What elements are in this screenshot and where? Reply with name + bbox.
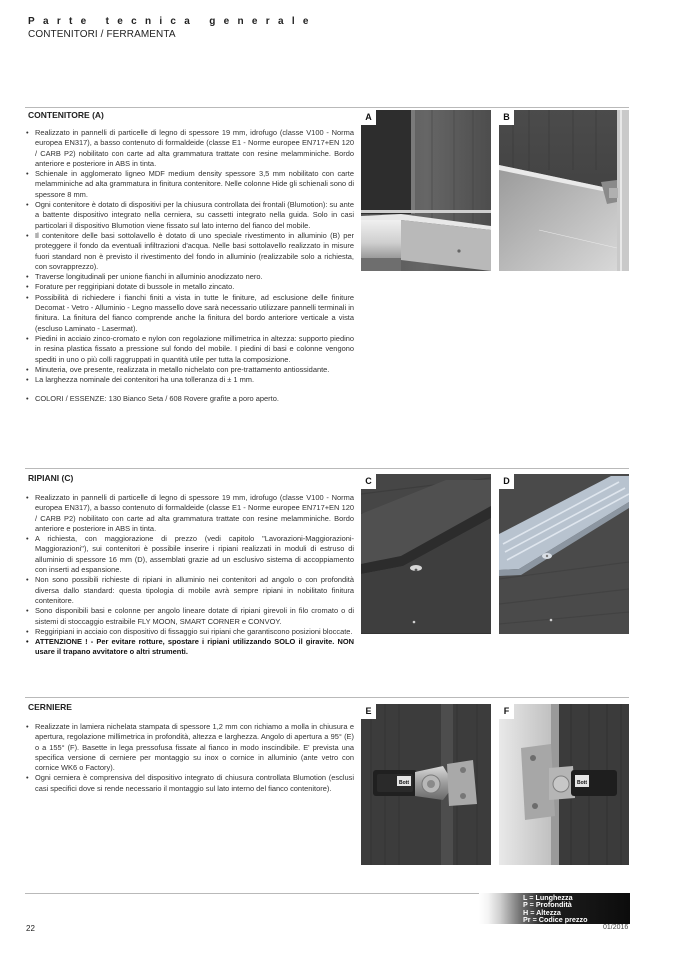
list-item: • Realizzato in pannelli di particelle di legno di spessore 19 mm, idrofugo (classe V100 - Norma europea EN317), a basso contenuto di formaldeide (classe E1 - Norme europee EN717+EN 120 / CARB P2) nobilitato con carte ad alta grammatura trattate con resine melamminiche. Bordo anteriore e posteriore in ABS in tinta. — [26, 128, 354, 169]
section-divider — [25, 107, 629, 108]
legend-item: P = Profondità — [523, 900, 572, 910]
hinge-155-icon — [499, 704, 629, 865]
photo-label: B — [499, 110, 514, 125]
photo-d — [499, 474, 629, 634]
legend-box — [479, 893, 630, 924]
base-unit-aluminium-plinth-icon — [361, 110, 491, 271]
legend-item: L = Lunghezza — [523, 893, 573, 902]
hinge-brand-label: Bott — [577, 780, 587, 786]
section-title-ripiani: RIPIANI (C) — [28, 473, 74, 483]
list-item: • Piedini in acciaio zinco-cromato e nylon con regolazione millimetrica in altezza: supporto piedino in resina plastica fissato a pressione sul fondo del mobile. I piedini di basi e colonne vengono spediti in uno o più colli raggruppati in quantità utile per tutta la composizione. — [26, 334, 354, 365]
list-item: • Ogni cerniera è comprensiva del dispositivo integrato di chiusura controllata Blumotion (esclusi casi specifici dove si rende necessario il montaggio sul lato interno del fianco contenitore). — [26, 773, 354, 794]
edition-date: 01/2016 — [603, 924, 629, 931]
photo-label: D — [499, 474, 514, 489]
photo-f — [499, 704, 629, 865]
hinge-brand-label: Bott — [399, 780, 409, 786]
list-item: • A richiesta, con maggiorazione di prezzo (vedi capitolo "Lavorazioni-Maggiorazioni-Maggiorazioni"), sui contenitori è possibile inserire i ripiani realizzati in moduli di estruso di alluminio di spessore 16 mm (D), assemblati grazie ad un esclusivo sistema di accoppiamento con inserti ad espansione. — [26, 534, 354, 575]
bullet-list-contenitore — [26, 128, 354, 405]
photo-c — [361, 474, 491, 634]
list-item: • Possibilità di richiedere i fianchi finiti a vista in tutte le finiture, ad esclusione delle finiture Decomat - Vetro - Alluminio - Legno massello dove sarà necessario utilizzare pannelli terminali in finitura. La finitura del fianco comprende anche la finitura del bordo anteriore verticale a vista (escluso Laminato - Lasermat). — [26, 293, 354, 334]
legend-item: H = Altezza — [523, 907, 561, 917]
list-item: • Sono disponibili basi e colonne per angolo lineare dotate di ripiani girevoli in filo cromato o di sistemi di stoccaggio estraibile FLY MOON, SMART CORNER e CONVOY. — [26, 606, 354, 627]
photo-label: E — [361, 704, 376, 719]
section-divider — [25, 468, 629, 469]
list-item: • Ogni contenitore è dotato di dispositivi per la chiusura controllata dei frontali (Blumotion): su ante a battente dispositivo integrato nella cerniera, su cassetti integrato nella guida. Solo in casi particolari il dispositivo Blumotion viene fissato sul lato interno del fianco del mobile. — [26, 200, 354, 231]
list-item: • Non sono possibili richieste di ripiani in alluminio nei contenitori ad angolo o con profondità diversa dallo standard: questa tipologia di mobile avrà sempre ripiani in nobilitato finitura contenitore. — [26, 575, 354, 606]
section-divider — [25, 697, 629, 698]
page-subtitle: CONTENITORI / FERRAMENTA — [28, 29, 176, 40]
photo-label: F — [499, 704, 514, 719]
legend-item: Pr = Codice prezzo — [523, 914, 588, 924]
bullet-list-cerniere — [26, 722, 354, 794]
list-item-warning: • ATTENZIONE ! - Per evitare rotture, spostare i ripiani utilizzando SOLO il giravite. NON usare il trapano avvitatore o altri strumenti. — [26, 637, 354, 658]
list-item: • Forature per reggiripiani dotate di bussole in metallo zincato. — [26, 282, 354, 292]
photo-e — [361, 704, 491, 865]
aluminium-shelf-icon — [499, 474, 629, 634]
list-item: • Schienale in agglomerato ligneo MDF medium density spessore 3,5 mm nobilitato con carte melamminiche ad alta grammatura in finitura contenitore. Nelle colonne Hide gli schienali sono di spessore 8 mm. — [26, 169, 354, 200]
list-item: • Traverse longitudinali per unione fianchi in alluminio anodizzato nero. — [26, 272, 354, 282]
photo-label: A — [361, 110, 376, 125]
section-title-contenitore: CONTENITORE (A) — [28, 110, 104, 120]
list-item: • Il contenitore delle basi sottolavello è dotato di uno speciale rivestimento in alluminio (B) per proteggere il fondo da eventuali infiltrazioni d'acqua. Nelle basi sottolavello realizzato in misure fuori standard non è previsto il rivestimento del fondo in alluminio (realizzabile solo a richiesta, con sovrapprezzo). — [26, 231, 354, 272]
photo-label: C — [361, 474, 376, 489]
wood-shelf-icon — [361, 474, 491, 634]
photo-a — [361, 110, 491, 271]
list-item: • Realizzato in pannelli di particelle di legno di spessore 19 mm, idrofugo (classe V100 - Norma europea EN317), a basso contenuto di formaldeide (classe E1 - Norme europee EN717+EN 120 / CARB P2) nobilitato con carte ad alta grammatura trattate con resine melamminiche. Bordo anteriore e posteriore in ABS in tinta. — [26, 493, 354, 534]
list-item: • Minuteria, ove presente, realizzata in metallo nichelato con pre-trattamento antiossidante. — [26, 365, 354, 375]
photo-b — [499, 110, 629, 271]
hinge-95-icon — [361, 704, 491, 865]
list-item: • Realizzate in lamiera nichelata stampata di spessore 1,2 mm con richiamo a molla in chiusura e apertura, regolazione millimetrica in profondità, altezza e larghezza. Angolo di apertura a 95° (E) o a 155° (F). Basette in lega pressofusa fissate al fianco in modo inscindibile. E' prevista una specifica versione di cerniere per montaggio su inox o cornice in alluminio (ante vetro con cornice WK6 o Factory). — [26, 722, 354, 773]
list-item-colours: • COLORI / ESSENZE: 130 Bianco Seta / 608 Rovere grafite a poro aperto. — [26, 394, 354, 404]
sink-base-aluminium-liner-icon — [499, 110, 629, 271]
section-title-cerniere: CERNIERE — [28, 702, 72, 712]
page-number: 22 — [26, 924, 35, 933]
list-item: • Reggiripiani in acciaio con dispositivo di fissaggio sui ripiani che garantiscono posizioni bloccate. — [26, 627, 354, 637]
list-item: • La larghezza nominale dei contenitori ha una tolleranza di ± 1 mm. — [26, 375, 354, 385]
bullet-list-ripiani — [26, 493, 354, 658]
page-title: Parte tecnica generale — [28, 16, 317, 27]
